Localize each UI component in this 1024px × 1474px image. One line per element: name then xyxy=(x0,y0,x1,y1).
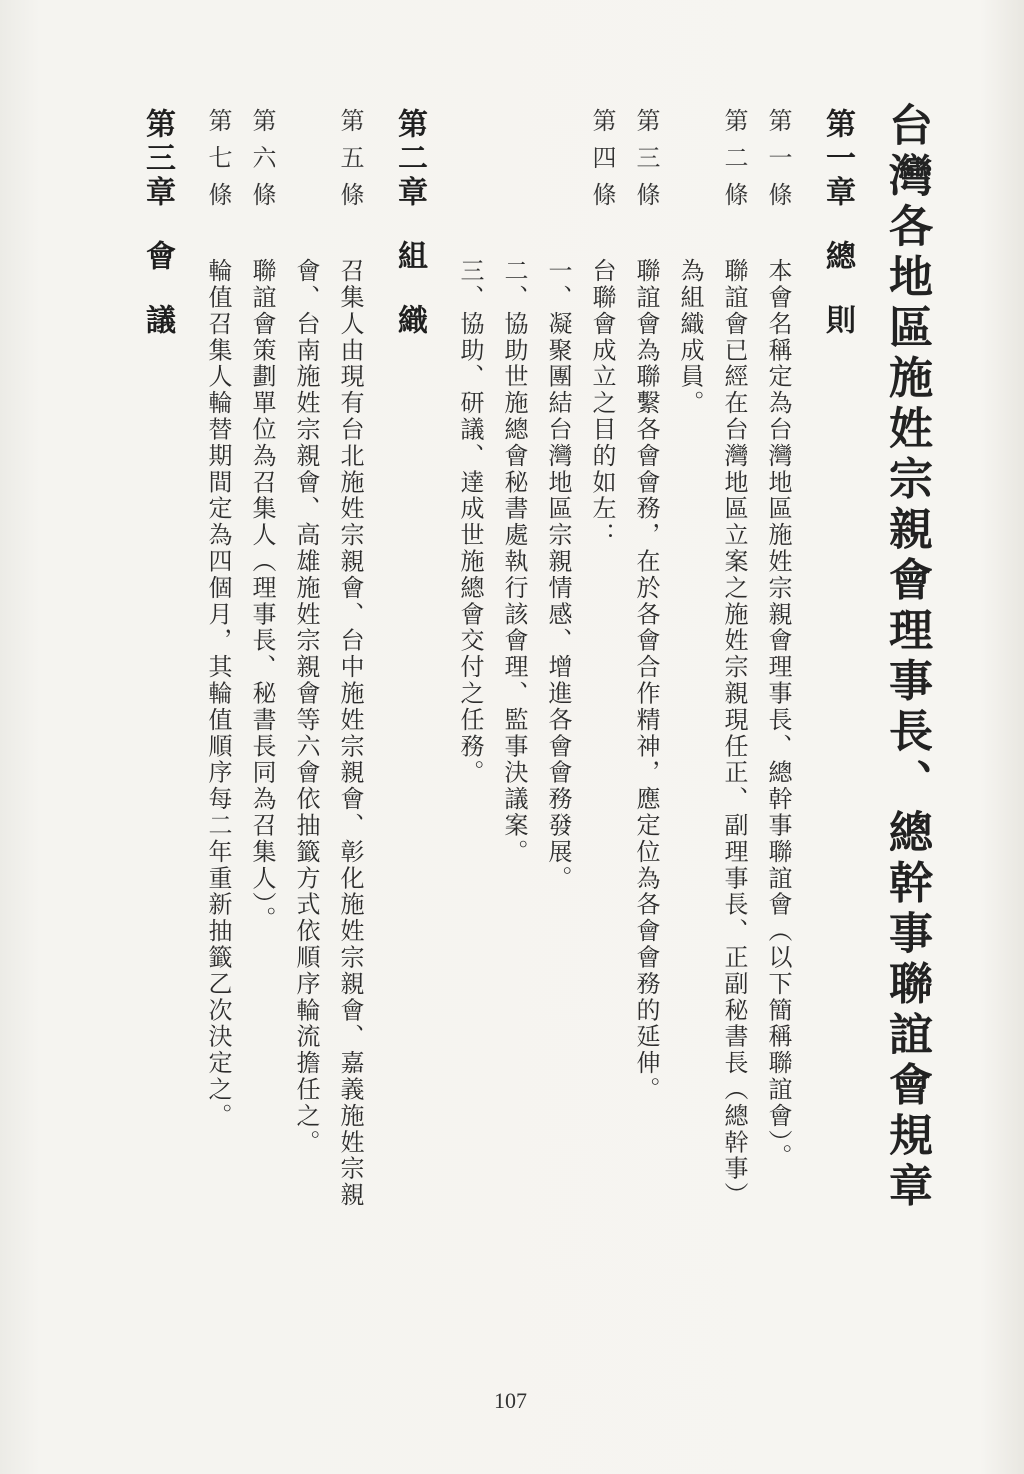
article-6-label: 第六條 xyxy=(248,108,276,219)
article-3-line-1: 聯誼會為聯繫各會會務，在於各會合作精神，應定位為各會會務的延伸。 xyxy=(632,258,660,1103)
article-1-label: 第一條 xyxy=(764,108,792,219)
article-5-line-1: 召集人由現有台北施姓宗親會、台中施姓宗親會、彰化施姓宗親會、嘉義施姓宗親 xyxy=(336,258,364,1209)
article-2-label: 第二條 xyxy=(720,108,748,219)
article-6-line-1: 聯誼會策劃單位為召集人（理事長、秘書長同為召集人）。 xyxy=(248,258,276,933)
article-2-line-1: 聯誼會已經在台灣地區立案之施姓宗親現任正、副理事長、正副秘書長（總幹事） xyxy=(720,258,748,1209)
article-2-line-2: 為組織成員。 xyxy=(676,258,704,417)
chapter-2-heading xyxy=(392,108,427,338)
chapter-1-number: 第一章 xyxy=(820,108,855,210)
chapter-3-heading xyxy=(140,108,175,338)
article-4-item-1: 一、凝聚團結台灣地區宗親情感、增進各會會務發展。 xyxy=(544,258,572,892)
article-7-line-1: 輪值召集人輪替期間定為四個月，其輪值順序每二年重新抽籤乙次決定之。 xyxy=(204,258,232,1130)
article-5-line-2: 會、台南施姓宗親會、高雄施姓宗親會等六會依抽籤方式依順序輪流擔任之。 xyxy=(292,258,320,1156)
article-4-item-3: 三、協助、研議、達成世施總會交付之任務。 xyxy=(456,258,484,786)
article-1-line-1: 本會名稱定為台灣地區施姓宗親會理事長、總幹事聯誼會（以下簡稱聯誼會）。 xyxy=(764,258,792,1170)
chapter-1-title-char-1: 總 xyxy=(820,240,855,274)
chapter-1-heading xyxy=(820,108,855,338)
chapter-2-title-char-1: 組 xyxy=(392,240,427,274)
page-title: 台灣各地區施姓宗親會理事長、總幹事聯誼會規章 xyxy=(881,102,932,1213)
chapter-3-title-char-1: 會 xyxy=(140,240,175,274)
chapter-2-title-char-2: 織 xyxy=(392,304,427,338)
article-5-label: 第五條 xyxy=(336,108,364,219)
chapter-3-number: 第三章 xyxy=(140,108,175,210)
article-3-label: 第三條 xyxy=(632,108,660,219)
article-4-item-2: 二、協助世施總會秘書處執行該會理、監事決議案。 xyxy=(500,258,528,866)
page-number: 107 xyxy=(494,1388,527,1413)
chapter-3-title-char-2: 議 xyxy=(140,304,175,338)
chapter-2-number: 第二章 xyxy=(392,108,427,210)
chapter-1-title-char-2: 則 xyxy=(820,304,855,338)
article-7-label: 第七條 xyxy=(204,108,232,219)
article-4-line-1: 台聯會成立之目的如左： xyxy=(588,258,616,549)
article-4-label: 第四條 xyxy=(588,108,616,219)
